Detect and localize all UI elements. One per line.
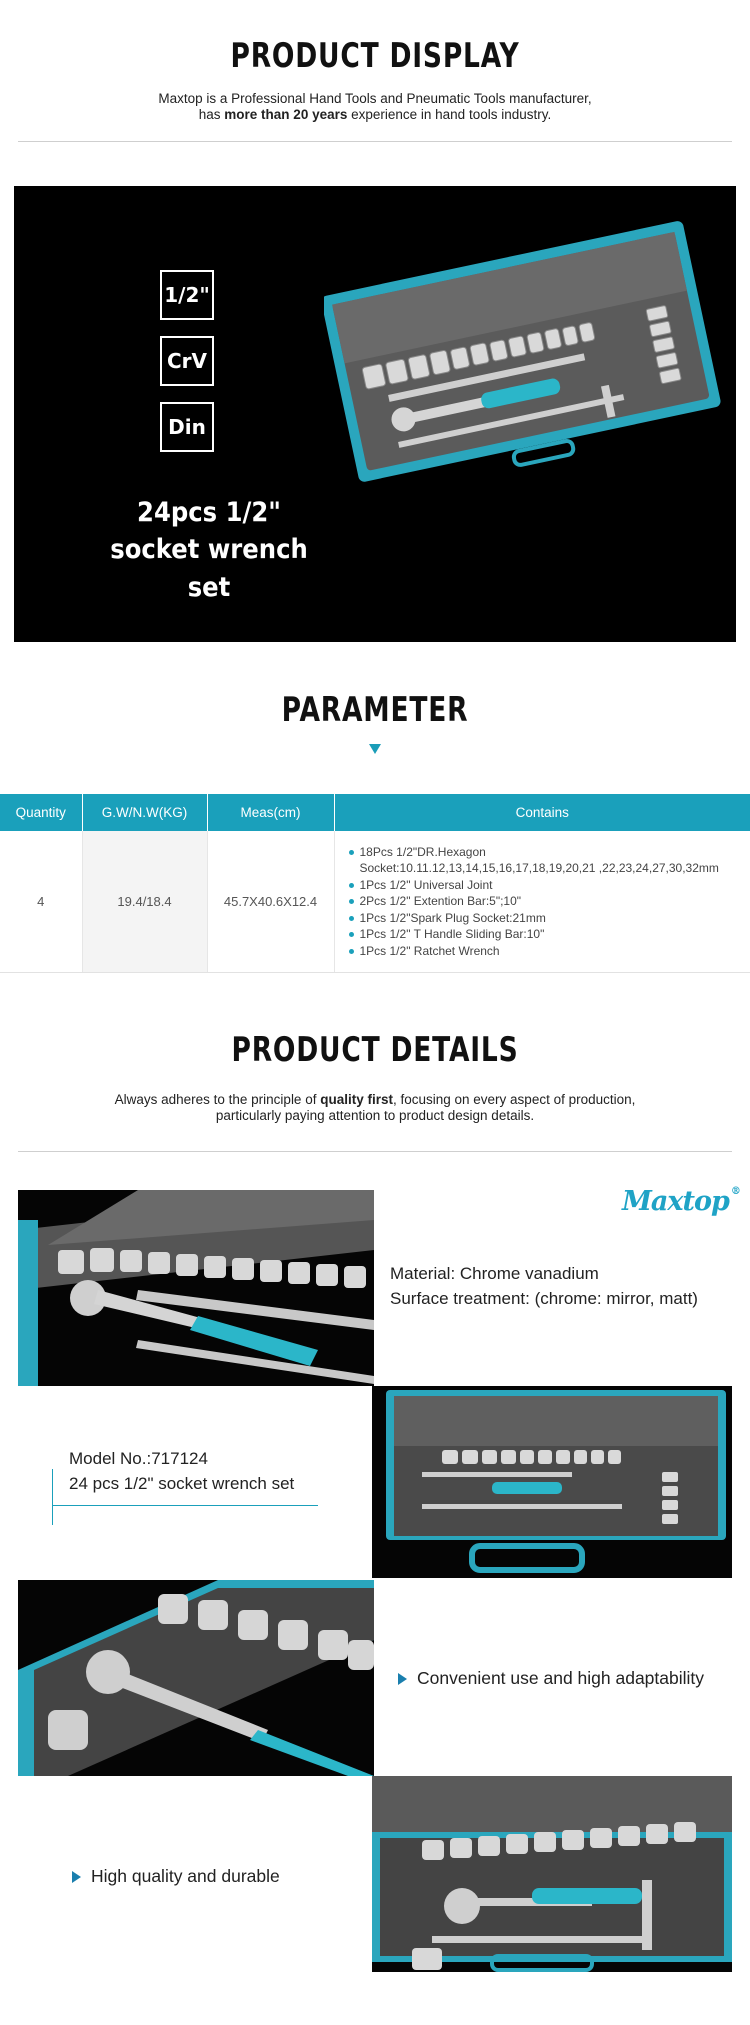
logo-text: Maxtop (622, 1186, 729, 1217)
details-intro-line1 (0, 1092, 750, 1108)
contains-item: 1Pcs 1/2"Spark Plug Socket:21mm (347, 910, 750, 927)
display-intro-line2 (0, 107, 750, 123)
cell-meas: 45.7X40.6X12.4 (207, 831, 334, 972)
contains-item: 1Pcs 1/2" T Handle Sliding Bar:10" (347, 926, 750, 943)
display-intro (0, 91, 750, 123)
parameter-title: PARAMETER (281, 690, 469, 730)
feature-text: Convenient use and high adaptability (417, 1668, 705, 1688)
detail-photo-closeup (18, 1190, 374, 1386)
material-text: Material: Chrome vanadium (390, 1264, 599, 1283)
cell-quantity: 4 (0, 831, 82, 972)
model-number: Model No.:717124 (69, 1449, 208, 1468)
down-arrow-icon (369, 744, 381, 754)
model-info (52, 1449, 322, 1525)
intro-text: , focusing on every aspect of production, (392, 1092, 636, 1107)
model-accent-line (52, 1469, 53, 1525)
header-quantity: Quantity (0, 794, 82, 831)
header-meas: Meas(cm) (207, 794, 334, 831)
feature-adaptability (398, 1668, 704, 1689)
logo-mark: ® (730, 1186, 740, 1197)
triangle-bullet-icon (398, 1673, 407, 1685)
intro-text: Always adheres to the principle of (114, 1092, 321, 1107)
detail-photo-ratchet (18, 1580, 374, 1776)
model-description: 24 pcs 1/2" socket wrench set (69, 1474, 295, 1493)
hero-caption-line2: socket wrench set (110, 534, 308, 603)
header-weight: G.W/N.W(KG) (82, 794, 207, 831)
intro-highlight: quality first (320, 1092, 393, 1107)
contains-item: 1Pcs 1/2" Universal Joint (347, 877, 750, 894)
product-details-title: PRODUCT DETAILS (231, 1030, 519, 1070)
table-header-row (0, 794, 750, 831)
material-badge: CrV (160, 336, 214, 386)
model-accent-line (52, 1505, 318, 1506)
feature-durable (72, 1866, 280, 1887)
details-intro (0, 1092, 750, 1124)
standard-badge: Din (160, 402, 214, 452)
maxtop-logo (622, 1186, 740, 1217)
contains-item: 1Pcs 1/2" Ratchet Wrench (347, 943, 750, 960)
table-row (0, 831, 750, 972)
cell-contains (334, 831, 750, 972)
parameter-table (0, 794, 750, 973)
intro-highlight: more than 20 years (224, 107, 348, 122)
intro-text: experience in hand tools industry. (347, 107, 552, 122)
header-contains: Contains (334, 794, 750, 831)
triangle-bullet-icon (72, 1871, 81, 1883)
hero-caption-line1: 24pcs 1/2" (137, 497, 281, 528)
feature-text: High quality and durable (91, 1866, 280, 1886)
material-info (390, 1261, 698, 1311)
socket-set-case-image (324, 216, 724, 506)
details-intro-line2: particularly paying attention to product design details. (215, 1108, 535, 1123)
detail-photo-open-case (372, 1386, 732, 1578)
divider (18, 141, 732, 142)
divider (18, 1151, 732, 1152)
contains-item: 2Pcs 1/2" Extention Bar:5";10" (347, 893, 750, 910)
surface-text: Surface treatment: (chrome: mirror, matt) (390, 1289, 698, 1308)
contains-list (347, 844, 750, 960)
product-display-title: PRODUCT DISPLAY (230, 36, 520, 76)
display-intro-line1: Maxtop is a Professional Hand Tools and Pneumatic Tools manufacturer, (158, 91, 592, 106)
contains-item: Socket:10.11.12,13,14,15,16,17,18,19,20,21 ,22,23,24,27,30,32mm (359, 861, 719, 875)
contains-item: 18Pcs 1/2"DR.Hexagon (347, 844, 750, 861)
detail-photo-full-set (372, 1776, 732, 1972)
hero-banner (14, 186, 736, 642)
size-badge: 1/2" (160, 270, 214, 320)
intro-text: has (198, 107, 225, 122)
cell-weight: 19.4/18.4 (82, 831, 207, 972)
